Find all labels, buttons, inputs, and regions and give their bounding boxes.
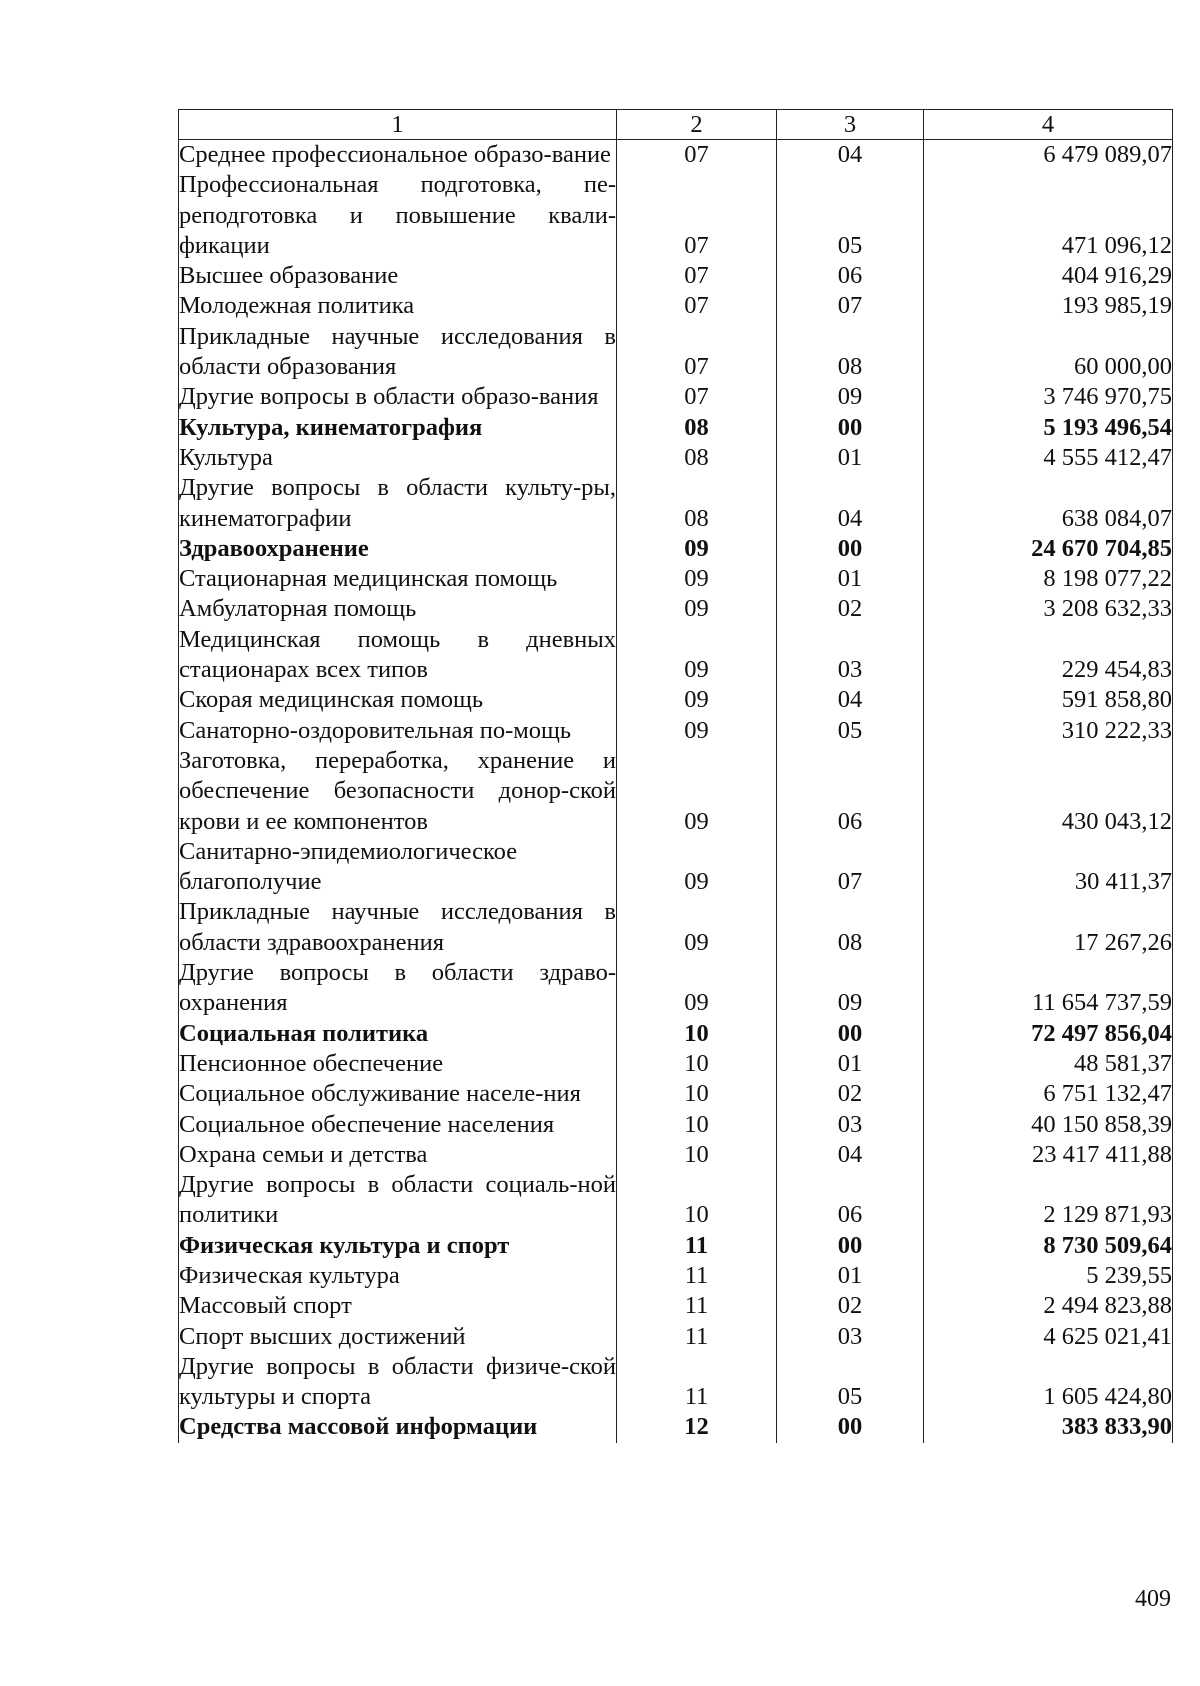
row-amount: 17 267,26: [924, 897, 1173, 958]
row-section: 07: [617, 382, 777, 412]
row-name: Санитарно-эпидемиологическое благополучие: [179, 837, 617, 898]
row-amount: 430 043,12: [924, 746, 1173, 837]
table-row: [179, 897, 1173, 958]
row-section: 09: [617, 746, 777, 837]
table-row: [179, 1261, 1173, 1291]
row-section: 10: [617, 1079, 777, 1109]
table-row: [179, 1170, 1173, 1231]
row-name: Социальная политика: [179, 1019, 617, 1049]
table-row: [179, 958, 1173, 1019]
row-name: Культура, кинематография: [179, 413, 617, 443]
table-body: [179, 140, 1173, 1443]
row-name: Пенсионное обеспечение: [179, 1049, 617, 1079]
table-row: [179, 1352, 1173, 1413]
row-name: Заготовка, переработка, хранение и обеспечение безопасности донор-ской крови и ее компонентов: [179, 746, 617, 837]
page-number: 409: [1135, 1586, 1171, 1612]
row-name: Медицинская помощь в дневных стационарах всех типов: [179, 625, 617, 686]
row-amount: 23 417 411,88: [924, 1140, 1173, 1170]
table-row: [179, 625, 1173, 686]
table-row: [179, 170, 1173, 261]
row-amount: 383 833,90: [924, 1412, 1173, 1442]
table-row: [179, 534, 1173, 564]
table-row: [179, 140, 1173, 171]
row-subsection: 05: [777, 170, 924, 261]
row-subsection: 03: [777, 1322, 924, 1352]
row-name: Охрана семьи и детства: [179, 1140, 617, 1170]
table-row: [179, 1412, 1173, 1442]
row-section: 10: [617, 1170, 777, 1231]
row-section: 07: [617, 170, 777, 261]
row-section: 09: [617, 716, 777, 746]
row-name: Скорая медицинская помощь: [179, 685, 617, 715]
table-row: [179, 746, 1173, 837]
row-name: Физическая культура: [179, 1261, 617, 1291]
row-section: 07: [617, 322, 777, 383]
row-subsection: 04: [777, 685, 924, 715]
row-subsection: 00: [777, 1231, 924, 1261]
row-subsection: 06: [777, 746, 924, 837]
table-row: [179, 1291, 1173, 1321]
row-amount: 11 654 737,59: [924, 958, 1173, 1019]
row-section: 08: [617, 443, 777, 473]
row-name: Социальное обеспечение населения: [179, 1110, 617, 1140]
row-subsection: 09: [777, 382, 924, 412]
row-amount: 229 454,83: [924, 625, 1173, 686]
row-amount: 72 497 856,04: [924, 1019, 1173, 1049]
row-subsection: 00: [777, 534, 924, 564]
row-subsection: 06: [777, 261, 924, 291]
row-amount: 2 494 823,88: [924, 1291, 1173, 1321]
row-amount: 6 479 089,07: [924, 140, 1173, 171]
row-subsection: 07: [777, 291, 924, 321]
row-name: Стационарная медицинская помощь: [179, 564, 617, 594]
row-subsection: 05: [777, 716, 924, 746]
table-row: [179, 322, 1173, 383]
row-subsection: 01: [777, 1049, 924, 1079]
row-name: Прикладные научные исследования в области здравоохранения: [179, 897, 617, 958]
row-subsection: 03: [777, 625, 924, 686]
header-col-3: 3: [777, 110, 924, 140]
row-name: Другие вопросы в области культу-ры, кинематографии: [179, 473, 617, 534]
row-name: Молодежная политика: [179, 291, 617, 321]
row-amount: 2 129 871,93: [924, 1170, 1173, 1231]
row-subsection: 01: [777, 1261, 924, 1291]
row-name: Здравоохранение: [179, 534, 617, 564]
row-subsection: 01: [777, 443, 924, 473]
row-section: 11: [617, 1322, 777, 1352]
row-subsection: 01: [777, 564, 924, 594]
row-amount: 8 198 077,22: [924, 564, 1173, 594]
row-name: Профессиональная подготовка, пе-реподготовка и повышение квали-фикации: [179, 170, 617, 261]
row-subsection: 04: [777, 1140, 924, 1170]
row-section: 09: [617, 685, 777, 715]
table-row: [179, 564, 1173, 594]
row-amount: 48 581,37: [924, 1049, 1173, 1079]
row-name: Спорт высших достижений: [179, 1322, 617, 1352]
row-section: 10: [617, 1049, 777, 1079]
table-row: [179, 1140, 1173, 1170]
row-name: Амбулаторная помощь: [179, 594, 617, 624]
row-name: Высшее образование: [179, 261, 617, 291]
header-col-4: 4: [924, 110, 1173, 140]
row-section: 10: [617, 1110, 777, 1140]
row-amount: 6 751 132,47: [924, 1079, 1173, 1109]
row-subsection: 06: [777, 1170, 924, 1231]
row-subsection: 02: [777, 1291, 924, 1321]
table-row: [179, 685, 1173, 715]
row-name: Средства массовой информации: [179, 1412, 617, 1442]
row-amount: 40 150 858,39: [924, 1110, 1173, 1140]
row-section: 09: [617, 837, 777, 898]
row-subsection: 09: [777, 958, 924, 1019]
row-amount: 638 084,07: [924, 473, 1173, 534]
row-subsection: 00: [777, 1412, 924, 1442]
table-row: [179, 716, 1173, 746]
row-amount: 5 193 496,54: [924, 413, 1173, 443]
row-section: 12: [617, 1412, 777, 1442]
table-row: [179, 594, 1173, 624]
table-row: [179, 1079, 1173, 1109]
row-subsection: 04: [777, 140, 924, 171]
row-amount: 471 096,12: [924, 170, 1173, 261]
row-section: 11: [617, 1231, 777, 1261]
row-section: 07: [617, 291, 777, 321]
row-name: Физическая культура и спорт: [179, 1231, 617, 1261]
row-subsection: 05: [777, 1352, 924, 1413]
row-name: Санаторно-оздоровительная по-мощь: [179, 716, 617, 746]
row-amount: 60 000,00: [924, 322, 1173, 383]
row-amount: 8 730 509,64: [924, 1231, 1173, 1261]
row-name: Прикладные научные исследования в области образования: [179, 322, 617, 383]
row-subsection: 00: [777, 413, 924, 443]
row-name: Другие вопросы в области здраво-охранения: [179, 958, 617, 1019]
row-section: 09: [617, 897, 777, 958]
table-row: [179, 1049, 1173, 1079]
row-subsection: 02: [777, 594, 924, 624]
table-row: [179, 837, 1173, 898]
table-row: [179, 261, 1173, 291]
row-amount: 591 858,80: [924, 685, 1173, 715]
row-name: Среднее профессиональное образо-вание: [179, 140, 617, 171]
row-subsection: 00: [777, 1019, 924, 1049]
row-section: 09: [617, 958, 777, 1019]
row-section: 10: [617, 1140, 777, 1170]
table-row: [179, 382, 1173, 412]
table-row: [179, 473, 1173, 534]
row-amount: 5 239,55: [924, 1261, 1173, 1291]
header-col-1: 1: [179, 110, 617, 140]
row-section: 09: [617, 594, 777, 624]
row-section: 09: [617, 564, 777, 594]
table-row: [179, 1231, 1173, 1261]
table-row: [179, 1019, 1173, 1049]
row-section: 08: [617, 413, 777, 443]
row-section: 07: [617, 261, 777, 291]
row-amount: 3 208 632,33: [924, 594, 1173, 624]
budget-table: [178, 109, 1173, 1443]
row-amount: 4 555 412,47: [924, 443, 1173, 473]
table-row: [179, 1110, 1173, 1140]
row-subsection: 04: [777, 473, 924, 534]
row-amount: 310 222,33: [924, 716, 1173, 746]
row-section: 07: [617, 140, 777, 171]
row-name: Культура: [179, 443, 617, 473]
row-amount: 24 670 704,85: [924, 534, 1173, 564]
row-amount: 4 625 021,41: [924, 1322, 1173, 1352]
row-subsection: 08: [777, 897, 924, 958]
row-section: 11: [617, 1291, 777, 1321]
row-section: 09: [617, 534, 777, 564]
row-amount: 3 746 970,75: [924, 382, 1173, 412]
row-subsection: 08: [777, 322, 924, 383]
row-name: Массовый спорт: [179, 1291, 617, 1321]
row-name: Другие вопросы в области социаль-ной политики: [179, 1170, 617, 1231]
row-section: 10: [617, 1019, 777, 1049]
row-name: Другие вопросы в области образо-вания: [179, 382, 617, 412]
row-section: 09: [617, 625, 777, 686]
table-row: [179, 443, 1173, 473]
header-row: [179, 110, 1173, 140]
row-section: 08: [617, 473, 777, 534]
row-section: 11: [617, 1352, 777, 1413]
row-subsection: 02: [777, 1079, 924, 1109]
row-amount: 404 916,29: [924, 261, 1173, 291]
row-amount: 193 985,19: [924, 291, 1173, 321]
table-row: [179, 413, 1173, 443]
row-name: Другие вопросы в области физиче-ской культуры и спорта: [179, 1352, 617, 1413]
table-row: [179, 1322, 1173, 1352]
row-subsection: 03: [777, 1110, 924, 1140]
row-section: 11: [617, 1261, 777, 1291]
header-col-2: 2: [617, 110, 777, 140]
row-subsection: 07: [777, 837, 924, 898]
row-amount: 1 605 424,80: [924, 1352, 1173, 1413]
row-amount: 30 411,37: [924, 837, 1173, 898]
table-row: [179, 291, 1173, 321]
table-header: [179, 110, 1173, 140]
row-name: Социальное обслуживание населе-ния: [179, 1079, 617, 1109]
